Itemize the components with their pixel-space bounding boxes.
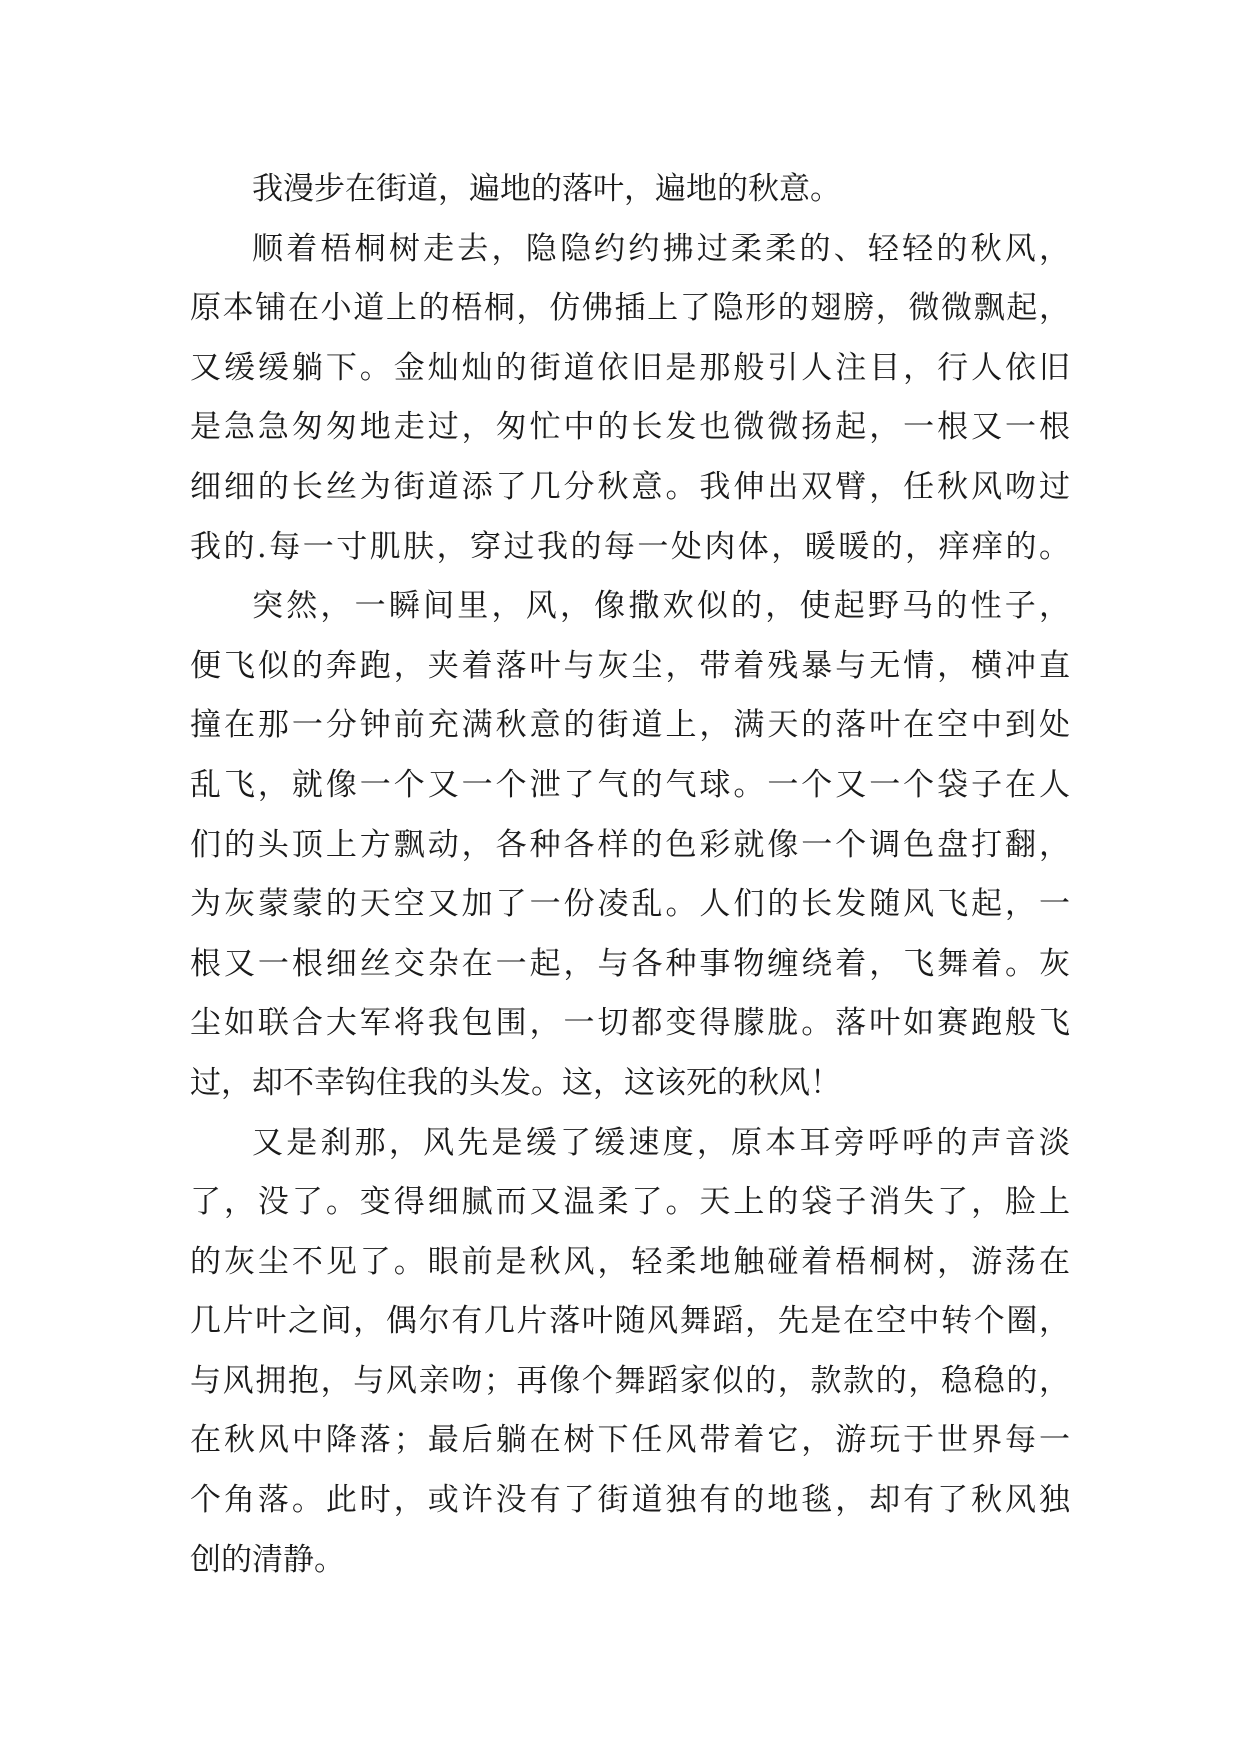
text-line: 细细的长丝为街道添了几分秋意。我伸出双臂，任秋风吻过 [190, 468, 1070, 505]
text-line: 的灰尘不见了。眼前是秋风，轻柔地触碰着梧桐树，游荡在 [190, 1243, 1070, 1280]
paragraph [190, 1114, 1070, 1591]
text-line: 了，没了。变得细腻而又温柔了。天上的袋子消失了，脸上 [190, 1184, 1070, 1221]
text-line: 顺着梧桐树走去，隐隐约约拂过柔柔的、轻轻的秋风， [252, 230, 1070, 267]
text-line: 原本铺在小道上的梧桐，仿佛插上了隐形的翅膀，微微飘起， [190, 290, 1070, 327]
text-line: 我漫步在街道，遍地的落叶，遍地的秋意。 [252, 171, 841, 207]
paragraph [190, 577, 1070, 1113]
text-line: 尘如联合大军将我包围，一切都变得朦胧。落叶如赛跑般飞 [190, 1005, 1070, 1042]
text-line: 又缓缓躺下。金灿灿的街道依旧是那般引人注目，行人依旧 [190, 349, 1070, 386]
text-line: 根又一根细丝交杂在一起，与各种事物缠绕着，飞舞着。灰 [190, 945, 1070, 982]
text-line: 撞在那一分钟前充满秋意的街道上，满天的落叶在空中到处 [190, 707, 1070, 744]
essay-body [190, 160, 1070, 1590]
text-line: 我的.每一寸肌肤，穿过我的每一处肉体，暖暖的，痒痒的。 [190, 528, 1070, 565]
paragraph [190, 220, 1070, 578]
text-line: 过，却不幸钩住我的头发。这，这该死的秋风！ [190, 1064, 841, 1101]
text-line: 创的清静。 [190, 1541, 345, 1578]
text-line: 们的头顶上方飘动，各种各样的色彩就像一个调色盘打翻， [190, 826, 1070, 863]
text-line: 在秋风中降落；最后躺在树下任风带着它，游玩于世界每一 [190, 1422, 1070, 1459]
text-line: 乱飞，就像一个又一个泄了气的气球。一个又一个袋子在人 [190, 766, 1070, 803]
text-line: 又是刹那，风先是缓了缓速度，原本耳旁呼呼的声音淡 [252, 1124, 1070, 1161]
text-line: 几片叶之间，偶尔有几片落叶随风舞蹈，先是在空中转个圈， [190, 1303, 1070, 1340]
text-line: 个角落。此时，或许没有了街道独有的地毯，却有了秋风独 [190, 1482, 1070, 1519]
text-line: 为灰蒙蒙的天空又加了一份凌乱。人们的长发随风飞起，一 [190, 886, 1070, 923]
text-line: 便飞似的奔跑，夹着落叶与灰尘，带着残暴与无情，横冲直 [190, 647, 1070, 684]
text-line: 突然，一瞬间里，风，像撒欢似的，使起野马的性子， [252, 588, 1070, 625]
text-line: 是急急匆匆地走过，匆忙中的长发也微微扬起，一根又一根 [190, 409, 1070, 446]
text-line: 与风拥抱，与风亲吻；再像个舞蹈家似的，款款的，稳稳的， [190, 1362, 1070, 1399]
paragraph [190, 160, 1070, 220]
